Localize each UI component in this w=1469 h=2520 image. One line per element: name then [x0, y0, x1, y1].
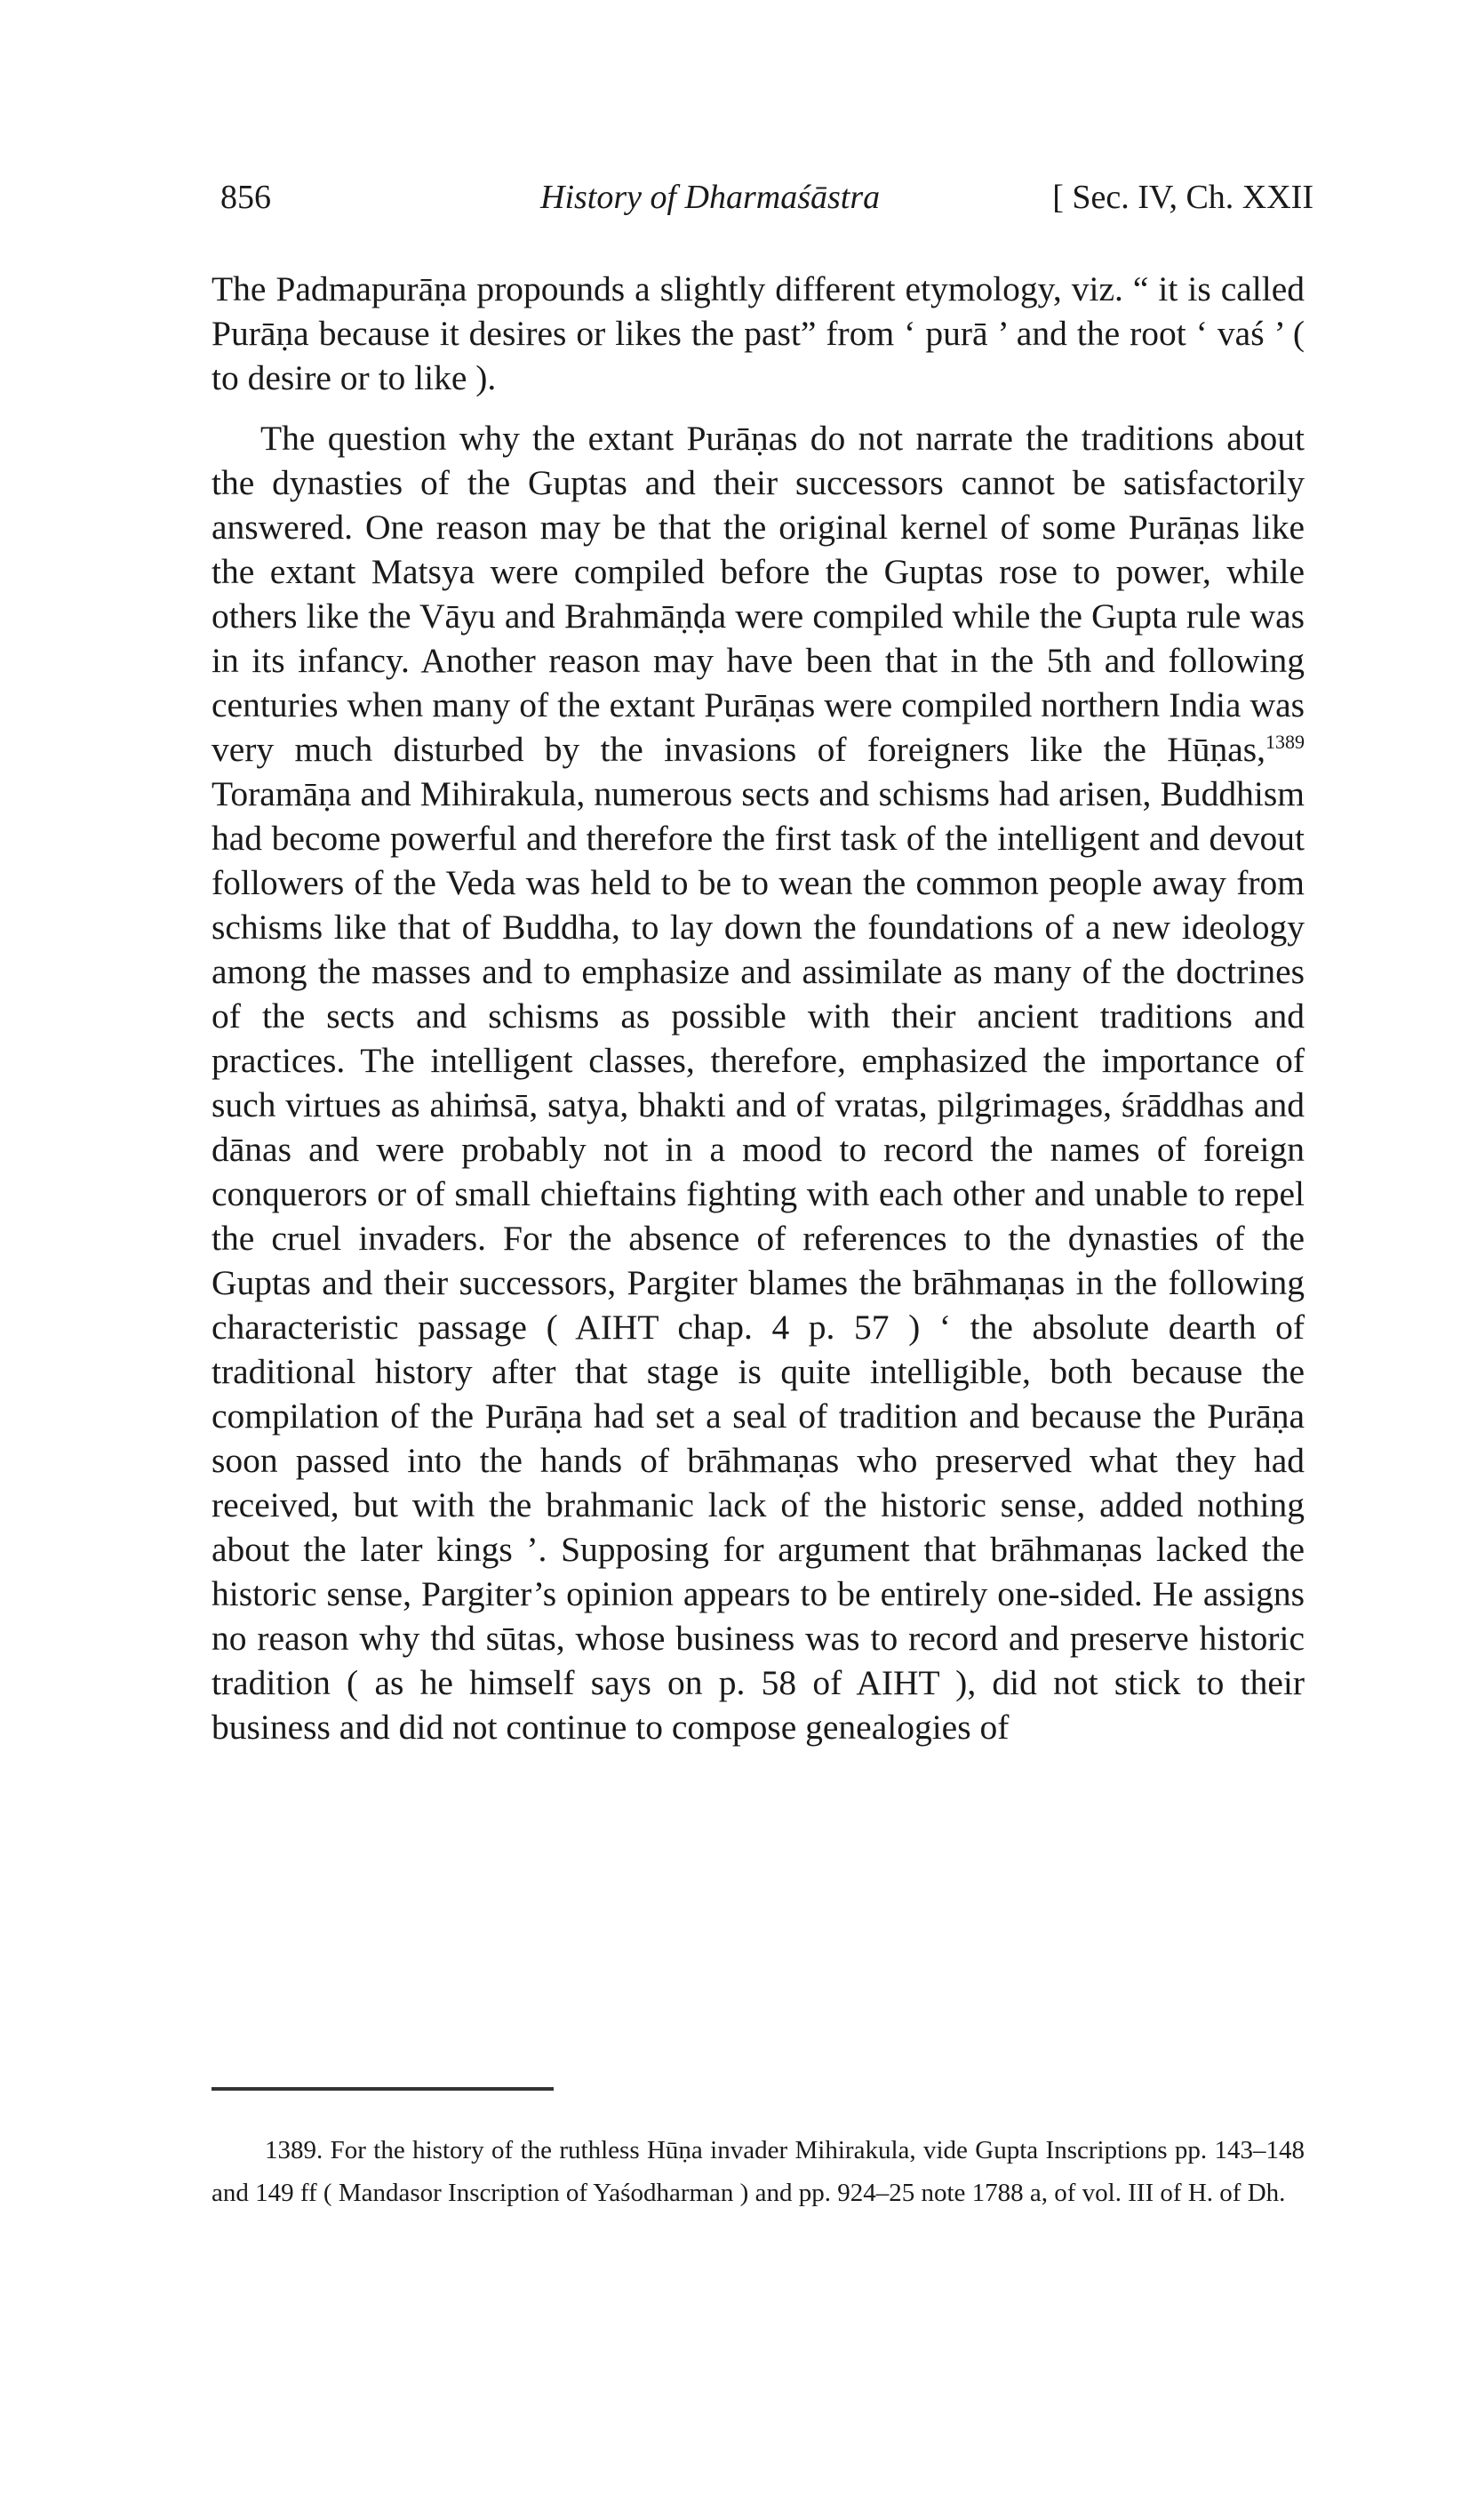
page-header: [220, 178, 1313, 231]
main-text: [212, 267, 1305, 1749]
running-title: History of Dharmaśāstra: [540, 179, 881, 216]
section-reference: [ Sec. IV, Ch. XXII: [1052, 179, 1313, 216]
footnote-divider: [212, 2087, 554, 2091]
paragraph: The Padmapurāṇa propounds a slightly different etymology, viz. “ it is called Purāṇa because it desires or likes the past” from ‘ purā ’ and the root ‘ vaś ’ ( to desire or to like ).: [212, 269, 1305, 397]
footnote-reference[interactable]: 1389: [1265, 730, 1305, 753]
footnotes: [212, 2129, 1305, 2214]
page-number: 856: [220, 179, 271, 216]
footnote: 1389. For the history of the ruthless Hūṇa invader Mihirakula, vide Gupta Inscriptions pp. 143–148 and 149 ff ( Mandasor Inscription of Yaśodharman ) and pp. 924–25 note 1788 a, of vol. III of H. of Dh.: [212, 2136, 1305, 2207]
paragraph-text: The question why the extant Purāṇas do not narrate the traditions about the dynasties of the Guptas and their successors cannot be satisfactorily answered. One reason may be that the original kernel of some Purāṇas like the extant Matsya were compiled before the Guptas rose to power, while others like the Vāyu and Brahmāṇḍa were compiled while the Gupta rule was in its infancy. Another reason may have been that in the 5th and following centuries when many of the extant Purāṇas were compiled northern India was very much disturbed by the invasions of foreigners like the Hūṇas,: [212, 419, 1305, 769]
paragraph-text: Toramāṇa and Mihirakula, numerous sects and schisms had arisen, Buddhism had become powerful and therefore the first task of the intelligent and devout followers of the Veda was held to be to wean the common people away from schisms like that of Buddha, to lay down the foundations of a new ideology among the masses and to emphasize and assimilate as many of the doctrines of the sects and schisms as possible with their ancient traditions and practices. The intelligent classes, therefore, emphasized the importance of such virtues as ahiṁsā, satya, bhakti and of vratas, pilgrimages, śrāddhas and dānas and were probably not in a mood to record the names of foreign conquerors or of small chieftains fighting with each other and unable to repel the cruel invaders. For the absence of references to the dynasties of the Guptas and their successors, Pargiter blames the brāhmaṇas in the following characteristic passage ( AIHT chap. 4 p. 57 ) ‘ the absolute dearth of traditional history after that stage is quite intelligible, both because the compilation of the Purāṇa had set a seal of tradition and because the Purāṇa soon passed into the hands of brāhmaṇas who preserved what they had received, but with the brahmanic lack of the historic sense, added nothing about the later kings ’. Supposing for argument that brāhmaṇas lacked the historic sense, Pargiter’s opinion appears to be entirely one-sided. He assigns no reason why thd sūtas, whose business was to record and preserve historic tradition ( as he himself says on p. 58 of AIHT ), did not stick to their business and did not continue to compose genealogies of: [212, 774, 1305, 1747]
paragraph: [212, 416, 1305, 1749]
